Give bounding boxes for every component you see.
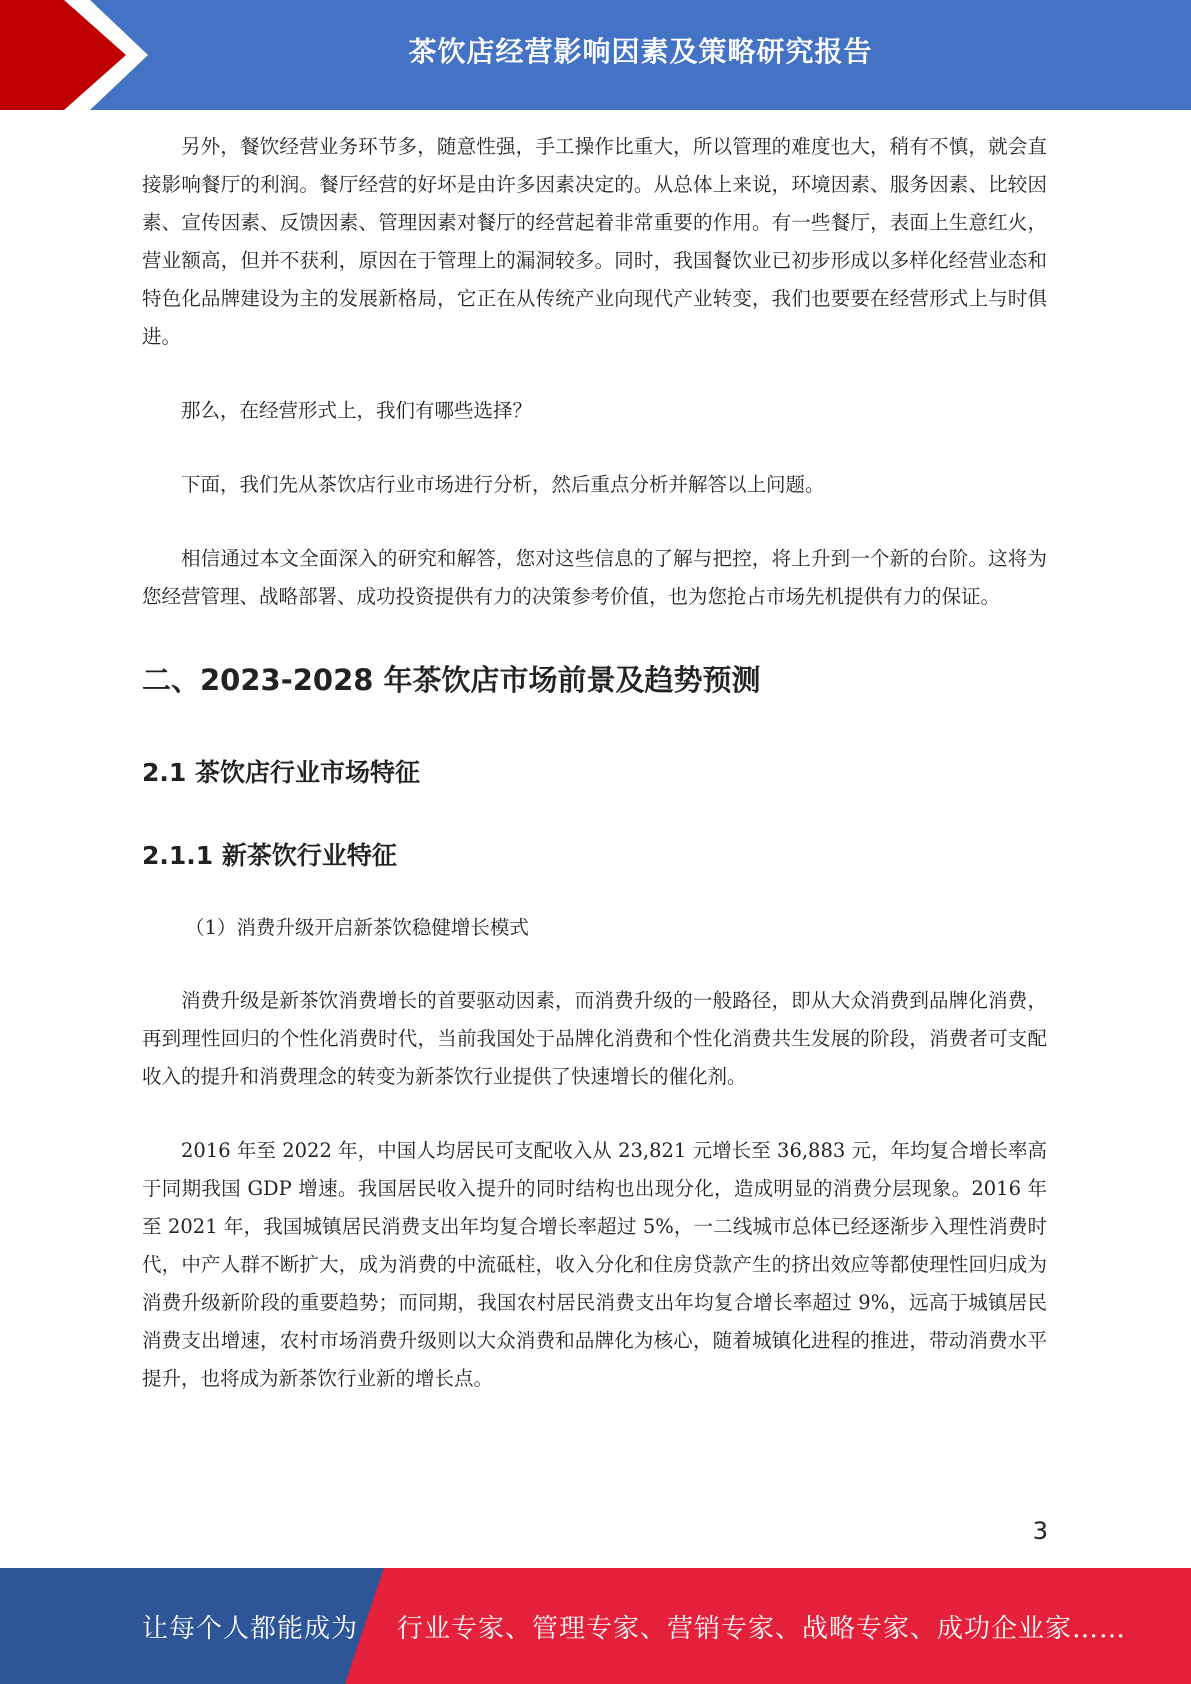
section-heading: 二、2023-2028 年茶饮店市场前景及趋势预测 (142, 663, 761, 697)
paragraph-consumption-upgrade: 消费升级是新茶饮消费增长的首要驱动因素，而消费升级的一般路径，即从大众消费到品牌化消费，再到理性回归的个性化消费时代，当前我国处于品牌化消费和个性化消费共生发展的阶段，消费者可支配收入的提升和消费理念的转变为新茶饮行业提供了快速增长的催化剂。 (142, 989, 1047, 1088)
footer-slogan-left: 让每个人都能成为 (142, 1613, 359, 1644)
document-body (142, 128, 1047, 1398)
paragraph-next: 下面，我们先从茶饮店行业市场进行分析，然后重点分析并解答以上问题。 (181, 473, 825, 496)
paragraph-income-stats: 2016 年至 2022 年，中国人均居民可支配收入从 23,821 元增长至 36,883 元，年均复合增长率高于同期我国 GDP 增速。我国居民收入提升的同时结构也出现分化，造成明显的消费分层现象。2016 年至 2021 年，我国城镇居民消费支出年均复合增长率超过 5%，一二线城市总体已经逐渐步入理性消费时代，中产人群不断扩大，成为消费的中流砥柱，收入分化和住房贷款产生的挤出效应等都使理性回归成为消费升级新阶段的重要趋势；而同期，我国农村居民消费支出年均复合增长率超过 9%，远高于城镇居民消费支出增速，农村市场消费升级则以大众消费和品牌化为核心，随着城镇化进程的推进，带动消费水平提升，也将成为新茶饮行业新的增长点。 (142, 1139, 1047, 1390)
page-header (0, 0, 1191, 110)
page-number: 3 (1032, 1517, 1048, 1545)
paragraph-intro: 另外，餐饮经营业务环节多，随意性强，手工操作比重大，所以管理的难度也大，稍有不慎，就会直接影响餐厅的利润。餐厅经营的好坏是由许多因素决定的。从总体上来说，环境因素、服务因素、比较因素、宣传因素、反馈因素、管理因素对餐厅的经营起着非常重要的作用。有一些餐厅，表面上生意红火，营业额高，但并不获利，原因在于管理上的漏洞较多。同时，我国餐饮业已初步形成以多样化经营业态和特色化品牌建设为主的发展新格局，它正在从传统产业向现代产业转变，我们也要要在经营形式上与时俱进。 (142, 135, 1047, 348)
subsection-heading: 2.1 茶饮店行业市场特征 (142, 758, 420, 787)
header-arrow-icon (0, 0, 160, 110)
point-heading: （1）消费升级开启新茶饮稳健增长模式 (185, 916, 529, 939)
subsubsection-heading: 2.1.1 新茶饮行业特征 (142, 841, 397, 870)
report-title: 茶饮店经营影响因素及策略研究报告 (408, 35, 873, 68)
paragraph-question: 那么，在经营形式上，我们有哪些选择？ (181, 399, 533, 422)
footer-slogan-right: 行业专家、管理专家、营销专家、战略专家、成功企业家…… (397, 1613, 1127, 1644)
page-footer (0, 1568, 1191, 1684)
paragraph-belief: 相信通过本文全面深入的研究和解答，您对这些信息的了解与把控，将上升到一个新的台阶。这将为您经营管理、战略部署、成功投资提供有力的决策参考价值，也为您抢占市场先机提供有力的保证。 (142, 547, 1047, 608)
